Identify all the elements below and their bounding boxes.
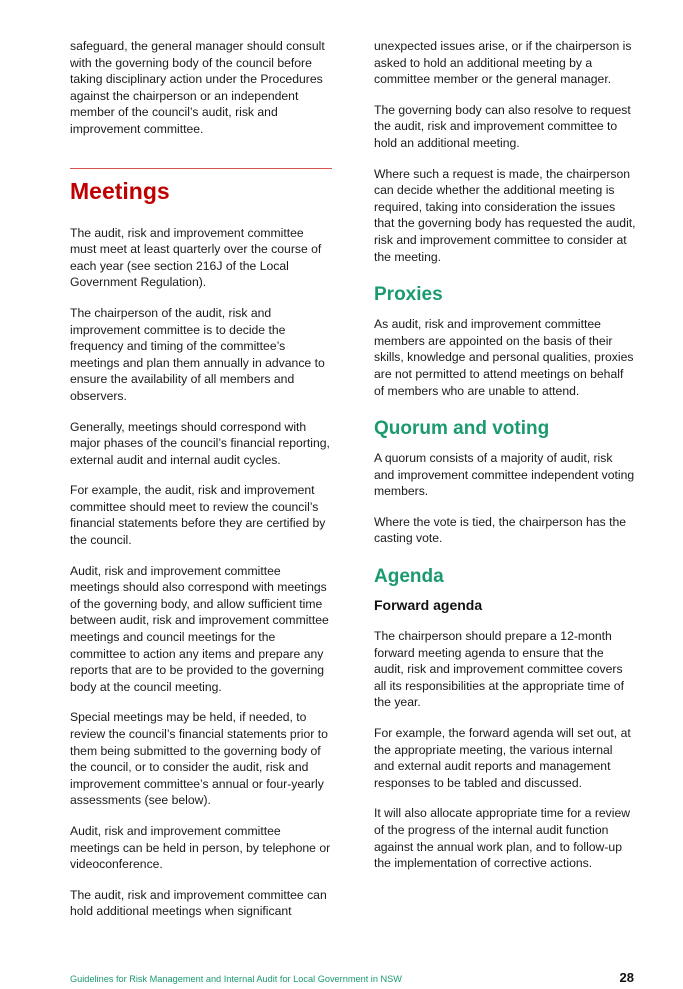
meetings-paragraph: For example, the audit, risk and improvement committee should meet to review the council’s financial statements before they are certified by the council.: [70, 483, 326, 548]
right-column: [374, 38, 636, 886]
agenda-paragraph: The chairperson should prepare a 12-month forward meeting agenda to ensure that the audit, risk and improvement committee covers all its responsibilities at the appropriate time of the year.: [374, 629, 624, 710]
meetings-paragraph: The chairperson of the audit, risk and improvement committee is to decide the frequency and timing of the committee’s meetings and plan them annually in advance to ensure the availability of all members and observers.: [70, 305, 325, 403]
meetings-paragraph: The audit, risk and improvement committee can hold additional meetings when significant: [70, 887, 327, 919]
quorum-paragraph: Where the vote is tied, the chairperson has the casting vote.: [374, 514, 627, 546]
meetings-continued-paragraph: Where such a request is made, the chairperson can decide whether the additional meeting is required, taking into consideration the issues that the governing body has requested the audit, risk and improvement committee to consider at the meeting.: [374, 166, 636, 264]
page-number: 28: [619, 970, 634, 985]
left-column: [70, 38, 332, 934]
agenda-heading: Agenda: [374, 566, 444, 588]
footer-title: Guidelines for Risk Management and Internal Audit for Local Government in NSW: [70, 974, 402, 984]
proxies-heading: Proxies: [374, 284, 443, 306]
meetings-paragraph: Generally, meetings should correspond with major phases of the council’s financial reporting, external audit and internal audit cycles.: [70, 419, 330, 467]
meetings-heading: Meetings: [70, 177, 170, 204]
meetings-paragraph: Audit, risk and improvement committee meetings can be held in person, by telephone or videoconference.: [70, 823, 331, 872]
section-divider: [70, 168, 332, 169]
meetings-continued-paragraph: unexpected issues arise, or if the chairperson is asked to hold an additional meeting by a committee member or the general manager.: [374, 39, 632, 87]
quorum-paragraph: A quorum consists of a majority of audit, risk and improvement committee independent voting members.: [374, 451, 635, 499]
agenda-paragraph: It will also allocate appropriate time for a review of the progress of the internal audit function against the annual work plan, and to follow-up the implementation of corrective actions.: [374, 806, 631, 871]
meetings-paragraph: Special meetings may be held, if needed, to review the council’s financial statements prior to them being submitted to the governing body of the council, or to consider the audit, risk and improvement committee’s annual or four-yearly assessments (see below).: [70, 710, 328, 808]
forward-agenda-heading: Forward agenda: [374, 597, 483, 614]
proxies-paragraph: As audit, risk and improvement committee members are appointed on the basis of their skills, knowledge and personal qualities, proxies are not permitted to attend meetings on behalf of members who are unable to attend.: [374, 317, 634, 398]
meetings-paragraph: Audit, risk and improvement committee meetings should also correspond with meetings of the governing body, and allow sufficient time between audit, risk and improvement committee meetings and council meetings for the committee to action any items and prepare any reports that are to be provided to the governing body at the council meeting.: [70, 563, 329, 694]
intro-paragraph: safeguard, the general manager should consult with the governing body of the council before taking disciplinary action under the Procedures against the chairperson or an independent member of the council’s audit, risk and improvement committee.: [70, 39, 325, 136]
meetings-continued-paragraph: The governing body can also resolve to request the audit, risk and improvement committee to hold an additional meeting.: [374, 102, 631, 150]
quorum-heading: Quorum and voting: [374, 418, 550, 440]
meetings-paragraph: The audit, risk and improvement committee must meet at least quarterly over the course of each year (see section 216J of the Local Government Regulation).: [70, 225, 322, 290]
agenda-paragraph: For example, the forward agenda will set out, at the appropriate meeting, the various internal and external audit reports and management responses to be tabled and discussed.: [374, 726, 631, 790]
